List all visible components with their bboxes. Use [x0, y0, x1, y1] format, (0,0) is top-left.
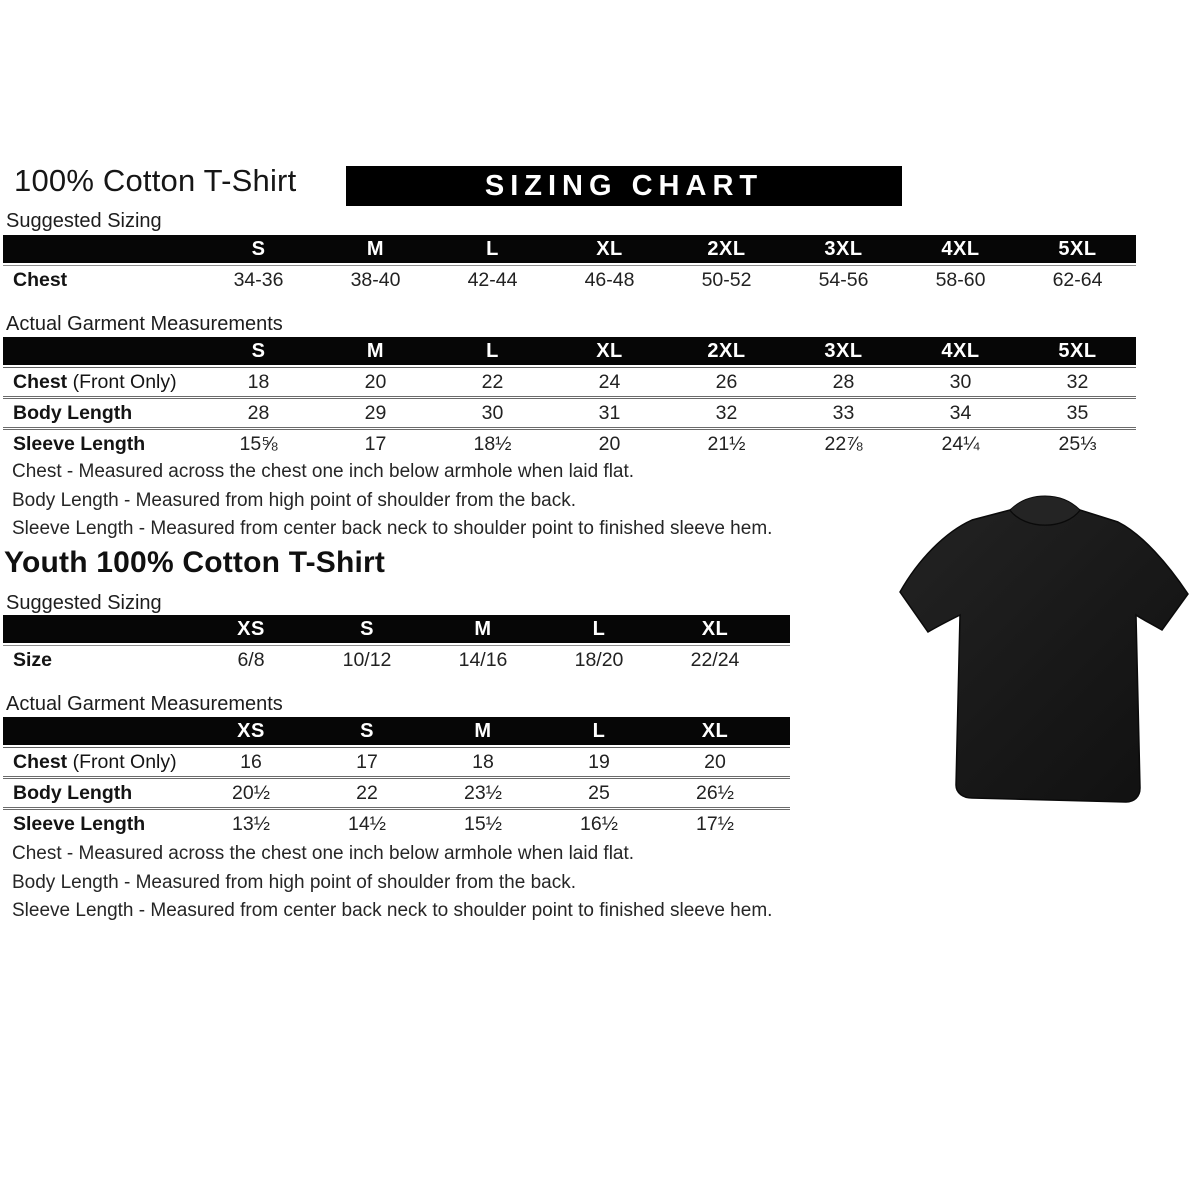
youth-measurements-table — [3, 717, 790, 838]
size-value: 30 — [481, 401, 504, 424]
table-header-row — [3, 337, 1136, 365]
size-value: 20½ — [232, 781, 270, 804]
size-value: 15⅝ — [239, 432, 278, 455]
size-column-header: S — [251, 237, 266, 260]
size-value: 62-64 — [1052, 268, 1103, 291]
adult-suggested-sizing-label: Suggested Sizing — [6, 210, 162, 232]
row-label — [3, 269, 200, 292]
row-label-bold: Sleeve Length — [13, 812, 146, 835]
size-value: 34 — [949, 401, 972, 424]
row-label — [3, 649, 193, 672]
youth-suggested-sizing-table — [3, 615, 790, 674]
size-value: 26 — [715, 370, 738, 393]
size-value: 54-56 — [818, 268, 869, 291]
size-value: 20 — [598, 432, 621, 455]
size-column-header: S — [360, 617, 374, 640]
size-value: 24¼ — [941, 432, 980, 455]
size-column-header: S — [251, 339, 266, 362]
size-column-header: 2XL — [707, 339, 746, 362]
size-value: 18½ — [473, 432, 512, 455]
size-value: 32 — [715, 401, 738, 424]
table-row — [3, 396, 1136, 427]
measurement-note: Body Length - Measured from high point of shoulder from the back. — [12, 871, 576, 893]
size-value: 23½ — [464, 781, 502, 804]
size-value: 28 — [247, 401, 270, 424]
row-label-bold: Body Length — [13, 401, 133, 424]
adult-measurements-label: Actual Garment Measurements — [6, 313, 283, 335]
row-label-bold: Body Length — [13, 781, 133, 804]
size-value: 46-48 — [584, 268, 635, 291]
size-value: 32 — [1066, 370, 1089, 393]
table-header-row — [3, 235, 1136, 263]
size-value: 22 — [356, 781, 378, 804]
size-value: 26½ — [696, 781, 734, 804]
size-column-header: XS — [237, 617, 265, 640]
size-value: 22 — [481, 370, 504, 393]
measurement-note: Body Length - Measured from high point of shoulder from the back. — [12, 489, 576, 511]
size-column-header: XS — [237, 719, 265, 742]
row-label: Chest (Front Only) — [13, 750, 177, 773]
size-value: 20 — [364, 370, 387, 393]
adult-measurement-notes — [12, 458, 772, 544]
size-column-header: 5XL — [1058, 237, 1097, 260]
table-row — [3, 368, 1136, 396]
size-value: 28 — [832, 370, 855, 393]
size-column-header: 4XL — [941, 237, 980, 260]
size-column-header: XL — [596, 339, 623, 362]
size-value: 29 — [364, 401, 387, 424]
row-label — [3, 813, 193, 836]
size-value: 17½ — [696, 812, 734, 835]
size-column-header: M — [474, 617, 492, 640]
size-value: 16 — [240, 750, 262, 773]
size-value: 18/20 — [574, 648, 624, 671]
row-label-bold: Chest — [13, 370, 68, 393]
adult-measurements-table — [3, 337, 1136, 458]
table-row — [3, 266, 1136, 294]
size-value: 14/16 — [458, 648, 508, 671]
measurement-note: Sleeve Length - Measured from center back neck to shoulder point to finished sleeve hem. — [12, 900, 773, 921]
size-value: 25⅓ — [1058, 432, 1097, 455]
size-value: 22⅞ — [824, 432, 863, 455]
measurement-note: Chest - Measured across the chest one inch below armhole when laid flat. — [12, 843, 635, 864]
size-value: 10/12 — [342, 648, 392, 671]
youth-measurements-label: Actual Garment Measurements — [6, 693, 283, 715]
size-value: 14½ — [348, 812, 386, 835]
size-column-header: 3XL — [824, 339, 863, 362]
black-tshirt-illustration — [890, 472, 1196, 808]
sizing-chart-banner: SIZING CHART — [346, 166, 902, 206]
youth-product-title: Youth 100% Cotton T-Shirt — [4, 546, 386, 579]
size-value: 25 — [588, 781, 610, 804]
measurement-note: Chest - Measured across the chest one inch below armhole when laid flat. — [12, 461, 635, 482]
row-label-bold: Sleeve Length — [13, 432, 146, 455]
row-label-bold: Chest — [13, 268, 68, 291]
row-label: Chest (Front Only) — [13, 370, 177, 393]
row-label — [3, 402, 200, 425]
measurement-note: Sleeve Length - Measured from center back neck to shoulder point to finished sleeve hem. — [12, 518, 773, 539]
table-header-row — [3, 615, 790, 643]
size-column-header: L — [592, 719, 606, 742]
size-value: 22/24 — [690, 648, 740, 671]
size-column-header: 5XL — [1058, 339, 1097, 362]
size-value: 33 — [832, 401, 855, 424]
size-value: 24 — [598, 370, 621, 393]
youth-suggested-sizing-label: Suggested Sizing — [6, 592, 162, 614]
size-value: 31 — [598, 401, 621, 424]
size-column-header: 3XL — [824, 237, 863, 260]
row-label-bold: Chest — [13, 750, 68, 773]
adult-suggested-sizing-table — [3, 235, 1136, 294]
size-value: 34-36 — [233, 268, 284, 291]
table-row — [3, 427, 1136, 458]
table-row — [3, 807, 790, 838]
size-value: 15½ — [464, 812, 502, 835]
size-value: 13½ — [232, 812, 270, 835]
size-value: 42-44 — [467, 268, 518, 291]
size-column-header: M — [366, 237, 385, 260]
size-column-header: 2XL — [707, 237, 746, 260]
table-row — [3, 646, 790, 674]
tshirt-body — [900, 510, 1188, 802]
size-column-header: XL — [596, 237, 623, 260]
size-value: 50-52 — [701, 268, 752, 291]
size-value: 18 — [247, 370, 270, 393]
size-column-header: 4XL — [941, 339, 980, 362]
size-column-header: M — [474, 719, 492, 742]
size-value: 17 — [364, 432, 387, 455]
row-label-bold: Size — [13, 648, 53, 671]
size-value: 58-60 — [935, 268, 986, 291]
size-value: 16½ — [580, 812, 618, 835]
table-row — [3, 776, 790, 807]
size-value: 17 — [356, 750, 378, 773]
size-value: 20 — [704, 750, 726, 773]
adult-product-title: 100% Cotton T-Shirt — [14, 163, 297, 198]
size-column-header: XL — [701, 617, 729, 640]
table-row — [3, 748, 790, 776]
size-value: 38-40 — [350, 268, 401, 291]
size-column-header: M — [366, 339, 385, 362]
size-column-header: L — [592, 617, 606, 640]
size-column-header: L — [486, 237, 499, 260]
table-header-row — [3, 717, 790, 745]
size-value: 30 — [949, 370, 972, 393]
row-label — [3, 782, 193, 805]
size-value: 6/8 — [237, 648, 265, 671]
tshirt-product-image — [890, 472, 1196, 808]
size-value: 21½ — [707, 432, 746, 455]
size-value: 18 — [472, 750, 494, 773]
youth-measurement-notes — [12, 840, 772, 926]
size-value: 19 — [588, 750, 610, 773]
size-column-header: S — [360, 719, 374, 742]
row-label — [3, 433, 200, 456]
size-column-header: XL — [701, 719, 729, 742]
size-column-header: L — [486, 339, 499, 362]
size-value: 35 — [1066, 401, 1089, 424]
